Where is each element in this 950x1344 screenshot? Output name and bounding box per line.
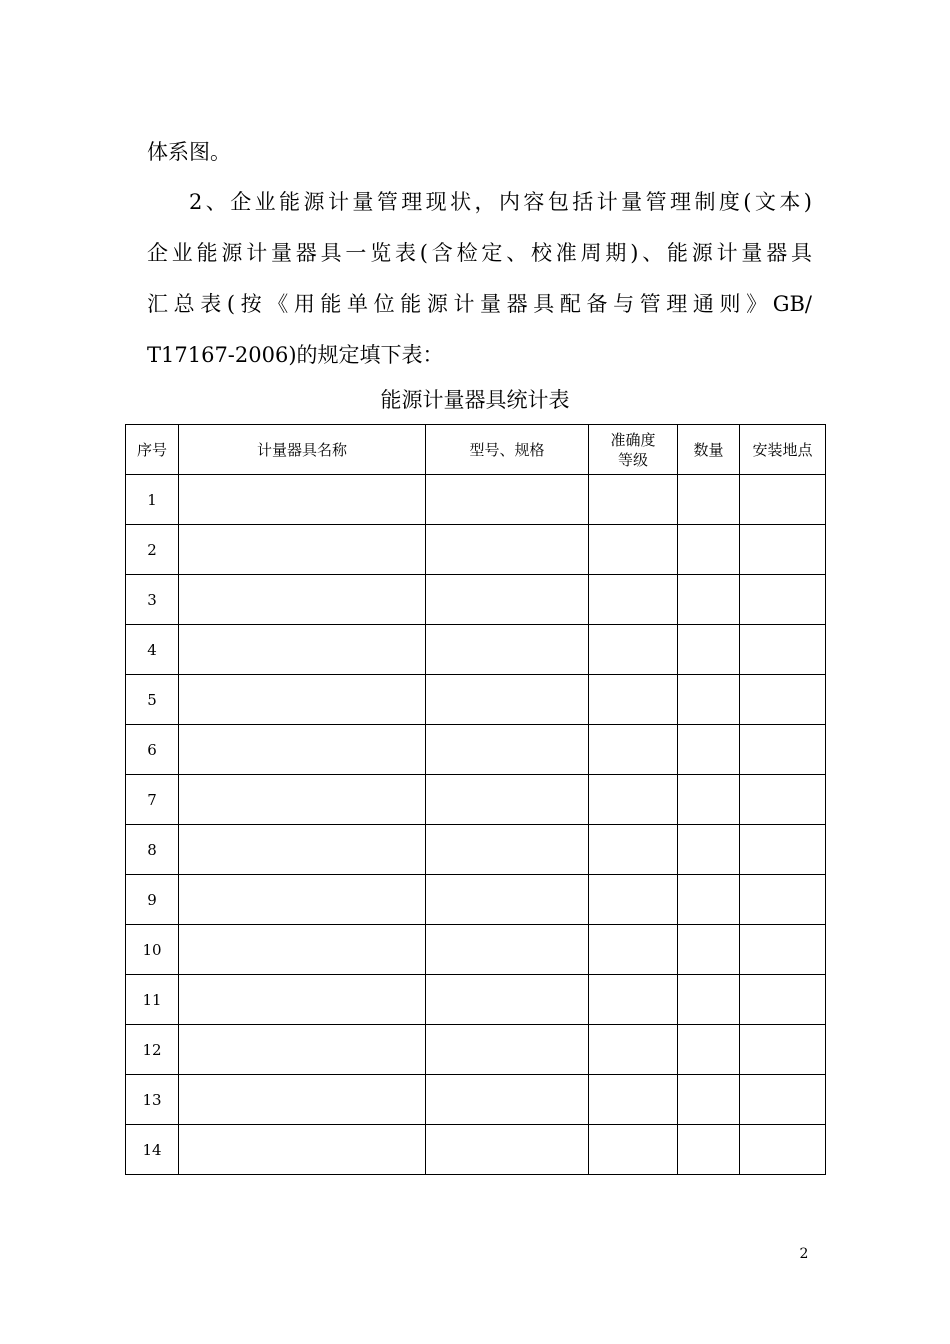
table-row bbox=[126, 875, 826, 925]
name-cell[interactable] bbox=[179, 825, 426, 875]
name-cell[interactable] bbox=[179, 525, 426, 575]
table-row bbox=[126, 825, 826, 875]
accuracy-cell[interactable] bbox=[589, 1125, 678, 1175]
quantity-cell[interactable] bbox=[678, 725, 740, 775]
quantity-cell[interactable] bbox=[678, 625, 740, 675]
model-cell[interactable] bbox=[426, 575, 589, 625]
accuracy-cell[interactable] bbox=[589, 625, 678, 675]
table-row bbox=[126, 1125, 826, 1175]
name-cell[interactable] bbox=[179, 725, 426, 775]
accuracy-cell[interactable] bbox=[589, 825, 678, 875]
quantity-cell[interactable] bbox=[678, 575, 740, 625]
table-row bbox=[126, 575, 826, 625]
paragraph-status bbox=[147, 177, 812, 381]
name-cell[interactable] bbox=[179, 625, 426, 675]
paragraph-intro bbox=[147, 127, 812, 178]
accuracy-cell[interactable] bbox=[589, 675, 678, 725]
table-row bbox=[126, 1075, 826, 1125]
index-cell: 4 bbox=[126, 625, 179, 675]
name-cell[interactable] bbox=[179, 1025, 426, 1075]
location-cell[interactable] bbox=[740, 925, 826, 975]
index-cell: 1 bbox=[126, 475, 179, 525]
model-cell[interactable] bbox=[426, 1125, 589, 1175]
model-cell[interactable] bbox=[426, 625, 589, 675]
model-cell[interactable] bbox=[426, 875, 589, 925]
header-accuracy-line1: 准确度 bbox=[610, 430, 656, 449]
location-cell[interactable] bbox=[740, 875, 826, 925]
table-row bbox=[126, 475, 826, 525]
accuracy-cell[interactable] bbox=[589, 725, 678, 775]
quantity-cell[interactable] bbox=[678, 875, 740, 925]
location-cell[interactable] bbox=[740, 475, 826, 525]
location-cell[interactable] bbox=[740, 525, 826, 575]
location-cell[interactable] bbox=[740, 975, 826, 1025]
quantity-cell[interactable] bbox=[678, 825, 740, 875]
table-row bbox=[126, 775, 826, 825]
model-cell[interactable] bbox=[426, 1075, 589, 1125]
index-cell: 3 bbox=[126, 575, 179, 625]
index-cell: 10 bbox=[126, 925, 179, 975]
header-name: 计量器具名称 bbox=[179, 425, 426, 475]
location-cell[interactable] bbox=[740, 575, 826, 625]
location-cell[interactable] bbox=[740, 625, 826, 675]
location-cell[interactable] bbox=[740, 725, 826, 775]
model-cell[interactable] bbox=[426, 775, 589, 825]
name-cell[interactable] bbox=[179, 1075, 426, 1125]
index-cell: 6 bbox=[126, 725, 179, 775]
paragraph-line: 企业能源计量器具一览表(含检定、校准周期)、能源计量器具 bbox=[147, 241, 812, 265]
index-cell: 9 bbox=[126, 875, 179, 925]
table-row bbox=[126, 975, 826, 1025]
table-row bbox=[126, 675, 826, 725]
header-model: 型号、规格 bbox=[426, 425, 589, 475]
location-cell[interactable] bbox=[740, 825, 826, 875]
meter-statistics-table bbox=[125, 424, 826, 1175]
quantity-cell[interactable] bbox=[678, 925, 740, 975]
name-cell[interactable] bbox=[179, 875, 426, 925]
index-cell: 11 bbox=[126, 975, 179, 1025]
paragraph-line: T17167-2006)的规定填下表： bbox=[147, 343, 444, 367]
quantity-cell[interactable] bbox=[678, 675, 740, 725]
location-cell[interactable] bbox=[740, 1075, 826, 1125]
location-cell[interactable] bbox=[740, 1025, 826, 1075]
table-row bbox=[126, 525, 826, 575]
accuracy-cell[interactable] bbox=[589, 475, 678, 525]
quantity-cell[interactable] bbox=[678, 1075, 740, 1125]
header-index: 序号 bbox=[126, 425, 179, 475]
location-cell[interactable] bbox=[740, 775, 826, 825]
name-cell[interactable] bbox=[179, 1125, 426, 1175]
location-cell[interactable] bbox=[740, 675, 826, 725]
index-cell: 8 bbox=[126, 825, 179, 875]
name-cell[interactable] bbox=[179, 475, 426, 525]
table-row bbox=[126, 725, 826, 775]
name-cell[interactable] bbox=[179, 925, 426, 975]
paragraph-line: 体系图。 bbox=[147, 140, 231, 164]
accuracy-cell[interactable] bbox=[589, 975, 678, 1025]
name-cell[interactable] bbox=[179, 775, 426, 825]
model-cell[interactable] bbox=[426, 675, 589, 725]
paragraph-line: 汇总表(按《用能单位能源计量器具配备与管理通则》GB/ bbox=[147, 292, 812, 316]
quantity-cell[interactable] bbox=[678, 1025, 740, 1075]
accuracy-cell[interactable] bbox=[589, 1025, 678, 1075]
accuracy-cell[interactable] bbox=[589, 575, 678, 625]
header-location: 安装地点 bbox=[740, 425, 826, 475]
accuracy-cell[interactable] bbox=[589, 1075, 678, 1125]
index-cell: 14 bbox=[126, 1125, 179, 1175]
table-body bbox=[126, 475, 826, 1175]
accuracy-cell[interactable] bbox=[589, 875, 678, 925]
model-cell[interactable] bbox=[426, 525, 589, 575]
name-cell[interactable] bbox=[179, 675, 426, 725]
model-cell[interactable] bbox=[426, 975, 589, 1025]
accuracy-cell[interactable] bbox=[589, 525, 678, 575]
quantity-cell[interactable] bbox=[678, 1125, 740, 1175]
quantity-cell[interactable] bbox=[678, 775, 740, 825]
header-quantity: 数量 bbox=[678, 425, 740, 475]
index-cell: 7 bbox=[126, 775, 179, 825]
quantity-cell[interactable] bbox=[678, 975, 740, 1025]
table-row bbox=[126, 1025, 826, 1075]
model-cell[interactable] bbox=[426, 925, 589, 975]
name-cell[interactable] bbox=[179, 975, 426, 1025]
index-cell: 2 bbox=[126, 525, 179, 575]
model-cell[interactable] bbox=[426, 725, 589, 775]
index-cell: 5 bbox=[126, 675, 179, 725]
table-row bbox=[126, 625, 826, 675]
paragraph-line: 2、企业能源计量管理现状，内容包括计量管理制度(文本) bbox=[189, 190, 812, 214]
model-cell[interactable] bbox=[426, 1025, 589, 1075]
accuracy-cell[interactable] bbox=[589, 925, 678, 975]
header-accuracy bbox=[589, 425, 678, 475]
location-cell[interactable] bbox=[740, 1125, 826, 1175]
page-number: 2 bbox=[799, 1246, 809, 1262]
accuracy-cell[interactable] bbox=[589, 775, 678, 825]
name-cell[interactable] bbox=[179, 575, 426, 625]
table-row bbox=[126, 925, 826, 975]
table-title: 能源计量器具统计表 bbox=[380, 388, 570, 412]
table-header-row bbox=[126, 425, 826, 475]
index-cell: 12 bbox=[126, 1025, 179, 1075]
quantity-cell[interactable] bbox=[678, 475, 740, 525]
model-cell[interactable] bbox=[426, 475, 589, 525]
header-accuracy-line2: 等级 bbox=[617, 450, 648, 469]
model-cell[interactable] bbox=[426, 825, 589, 875]
index-cell: 13 bbox=[126, 1075, 179, 1125]
quantity-cell[interactable] bbox=[678, 525, 740, 575]
